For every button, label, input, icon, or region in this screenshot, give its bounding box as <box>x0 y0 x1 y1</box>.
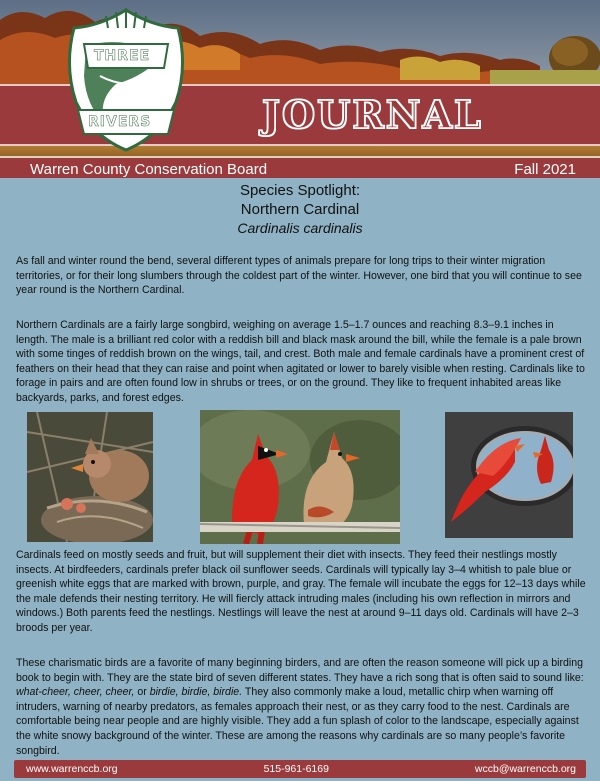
issue-date: Fall 2021 <box>514 160 576 178</box>
song-phrase-1: what-cheer, cheer, cheer, <box>16 686 135 699</box>
phone-number: 515-961-6169 <box>263 763 329 775</box>
song-rest: They also commonly make a loud, metallic chirp when warning off intruders, warning of nearby predators, as females approach their nest, or as they carry food to the nest. Cardinals are comfortable being near people and are highly visible. They add a fun splash of color to the landscape, especially against the white snowy background of the winter. These are among the reasons why cardinals are so many people’s favorite songbird. <box>16 686 579 757</box>
logo-text-rivers: RIVERS <box>88 114 152 130</box>
footer-bar <box>14 760 586 778</box>
spotlight-heading <box>0 182 600 238</box>
logo-text-three: THREE <box>94 48 151 64</box>
journal-title: JOURNAL <box>262 92 483 137</box>
org-band <box>0 156 600 178</box>
scientific-name: Cardinalis cardinalis <box>237 220 363 236</box>
paragraph-description: Northern Cardinals are a fairly large songbird, weighing on average 1.5–1.7 ounces and reaching 8.3–9.1 inches in length. The male is a brilliant red color with a reddish bill and black mask around the bill, while the female is a pale brown with some tinges of reddish brown on the wings, tail, and crest. Both male and female cardinals have a prominent crest of feathers on their head that they can raise and point when agitated or lower to barely visible when resting. Cardinals like to forage in pairs and are often found low in shrubs or trees, or on the ground. They like to frequent inhabited areas like backyards, parks, and forest edges. <box>16 319 585 404</box>
article <box>0 180 600 758</box>
paragraph-song <box>16 656 586 758</box>
photo-male-female-pair <box>200 410 400 544</box>
photo-female-nest <box>27 412 153 542</box>
masthead <box>0 0 600 178</box>
song-phrase-2: birdie, birdie, birdie. <box>149 686 243 699</box>
song-intro: These charismatic birds are a favorite of many beginning birders, and are often the reason someone will pick up a birding book to begin with. They are the state bird of seven different states. They have a rich song that is often said to sound like: <box>16 657 584 684</box>
email-link[interactable]: wccb@warrenccb.org <box>474 763 576 775</box>
spotlight-title: Species Spotlight: <box>239 182 361 199</box>
paragraph-diet-nesting: Cardinals feed on mostly seeds and fruit, but will supplement their diet with insects. They feed their nestlings mostly insects. At birdfeeders, cardinals prefer black oil sunflower seeds. Cardinals will typically lay 3–4 whitish to pale blue or greenish white eggs that are marked with brown, purple, and gray. The female will incubate the eggs for 12–13 days while the male defends their nesting territory. He will fiercly attack intruding males (including his own reflection in mirrors and windows.) Both parents feed the nestlings. Nestlings will leave the nest at around 9–11 days old. Cardinals will have 2–3 broods per year. <box>16 549 586 634</box>
three-rivers-logo-icon <box>56 6 196 154</box>
org-name: Warren County Conservation Board <box>30 160 268 178</box>
photo-cardinal-mirror <box>445 412 573 538</box>
common-name: Northern Cardinal <box>240 201 360 218</box>
song-or: or <box>134 686 150 699</box>
website-link[interactable]: www.warrenccb.org <box>26 763 118 775</box>
paragraph-intro: As fall and winter round the bend, several different types of animals prepare for long trips to their winter migration territories, or for their long slumbers through the coldest part of the winter. However, one bird that you will continue to see year round is the Northern Cardinal. <box>16 255 582 297</box>
